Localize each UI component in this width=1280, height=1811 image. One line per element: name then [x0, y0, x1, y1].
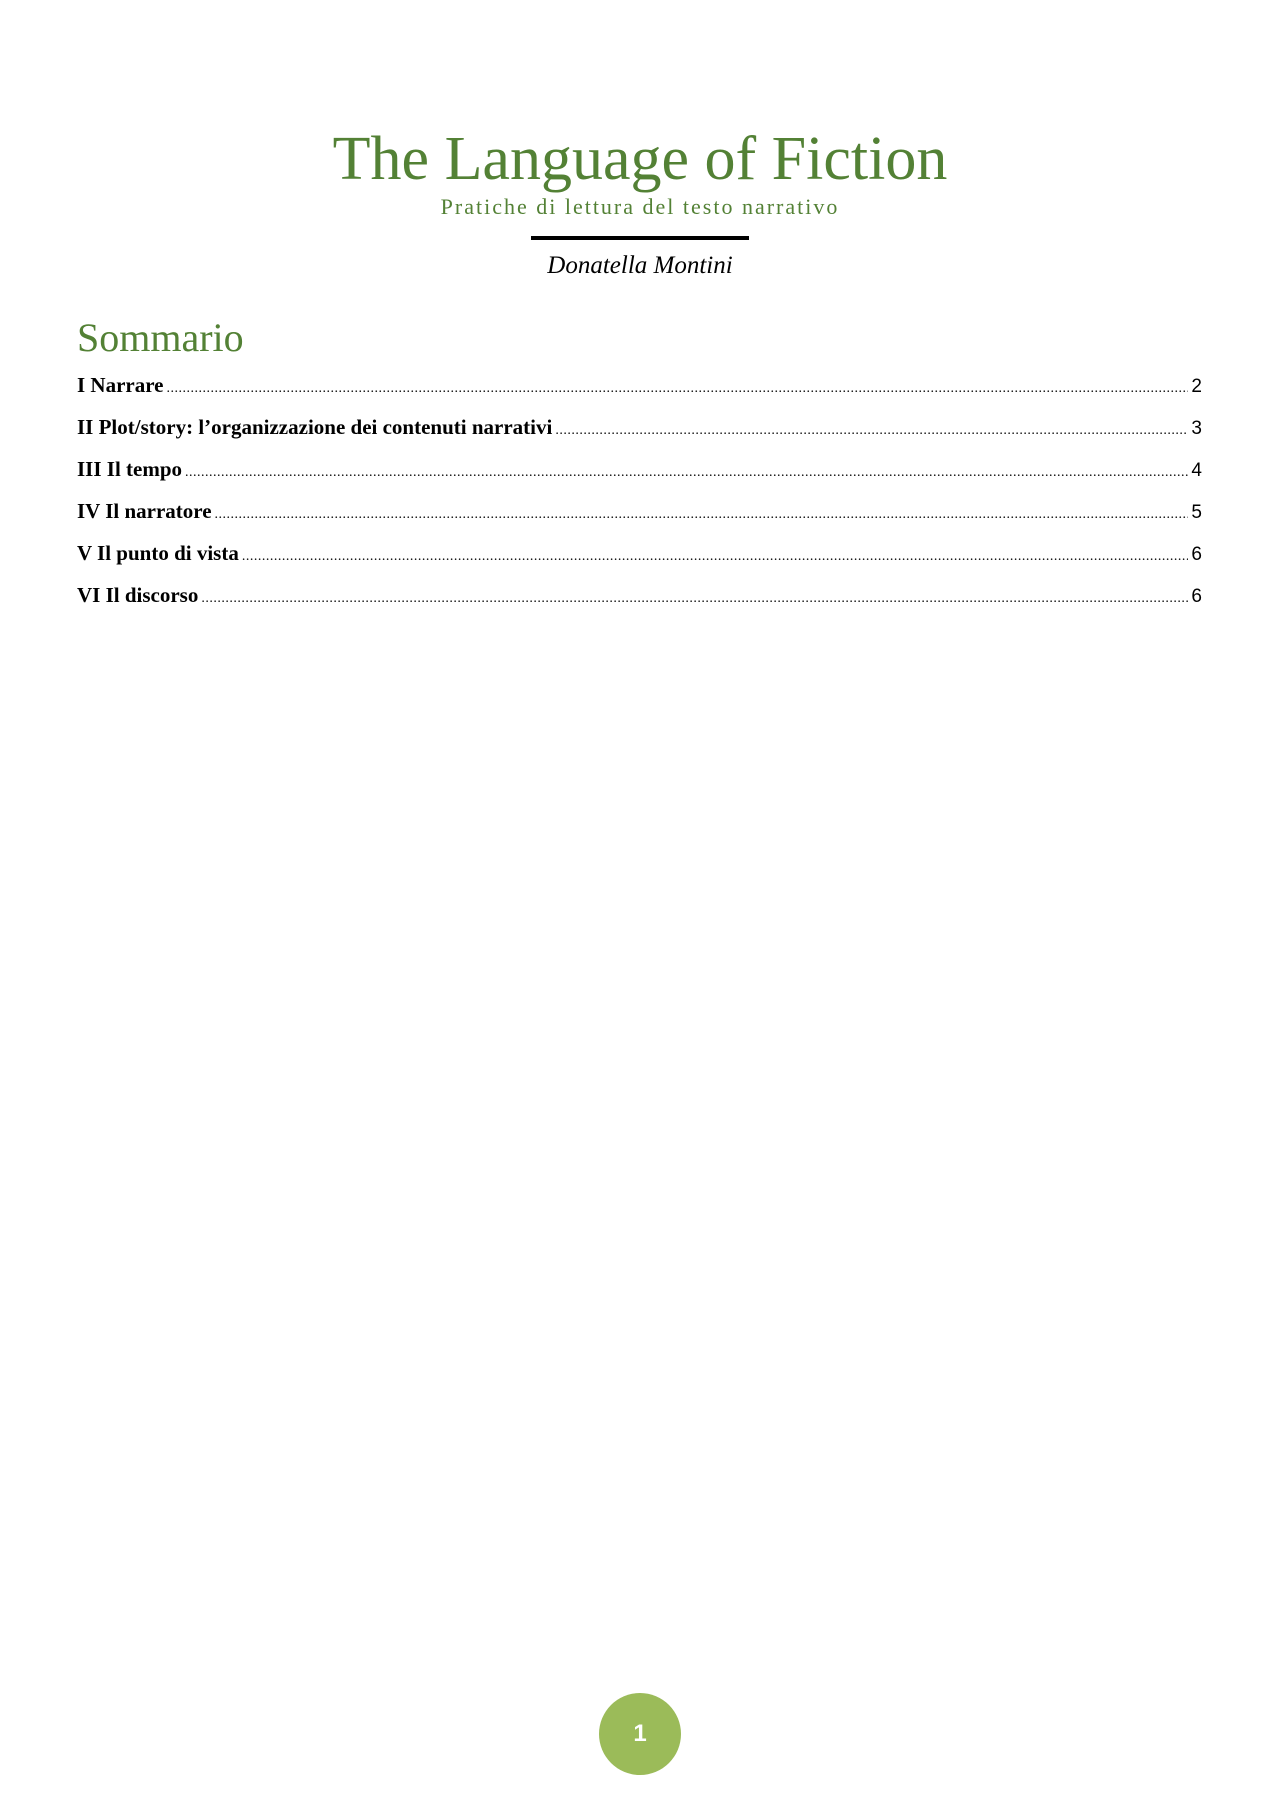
title-divider	[531, 236, 749, 240]
toc-entry-label: II Plot/story: l’organizzazione dei contenuti narrativi	[77, 415, 553, 439]
toc-leader-dots	[242, 536, 1189, 578]
toc-entry-page: 4	[1191, 460, 1202, 481]
toc-leader-dots	[201, 578, 1188, 620]
toc-entry-plot-story[interactable]	[77, 406, 1202, 448]
toc-entry-page: 5	[1191, 502, 1202, 523]
toc-leader-dots	[215, 494, 1189, 536]
toc-entry-narratore[interactable]	[77, 490, 1202, 532]
toc-entry-narrare[interactable]	[77, 364, 1202, 406]
toc-entry-tempo[interactable]	[77, 448, 1202, 490]
document-subtitle: Pratiche di lettura del testo narrativo	[440, 194, 840, 219]
toc-leader-dots	[185, 452, 1188, 494]
toc-entry-page: 3	[1191, 418, 1202, 439]
toc-entry-page: 6	[1191, 586, 1202, 607]
toc-entry-discorso[interactable]	[77, 574, 1202, 616]
document-title: The Language of Fiction	[332, 125, 948, 193]
toc-entry-label: I Narrare	[77, 373, 164, 397]
toc-entry-label: VI Il discorso	[77, 583, 199, 607]
toc-entry-label: III Il tempo	[77, 457, 183, 481]
document-author: Donatella Montini	[547, 252, 733, 279]
toc-entry-label: V Il punto di vista	[77, 541, 239, 565]
page-number-badge: 1	[599, 1693, 681, 1775]
title-block	[0, 125, 1280, 280]
toc-entry-page: 6	[1191, 544, 1202, 565]
toc-heading: Sommario	[77, 315, 244, 360]
toc-leader-dots	[555, 410, 1188, 452]
toc-leader-dots	[167, 368, 1189, 410]
toc-entry-punto-di-vista[interactable]	[77, 532, 1202, 574]
toc-list	[77, 364, 1202, 616]
toc-entry-page: 2	[1191, 376, 1202, 397]
table-of-contents	[77, 316, 1202, 616]
toc-entry-label: IV Il narratore	[77, 499, 212, 523]
